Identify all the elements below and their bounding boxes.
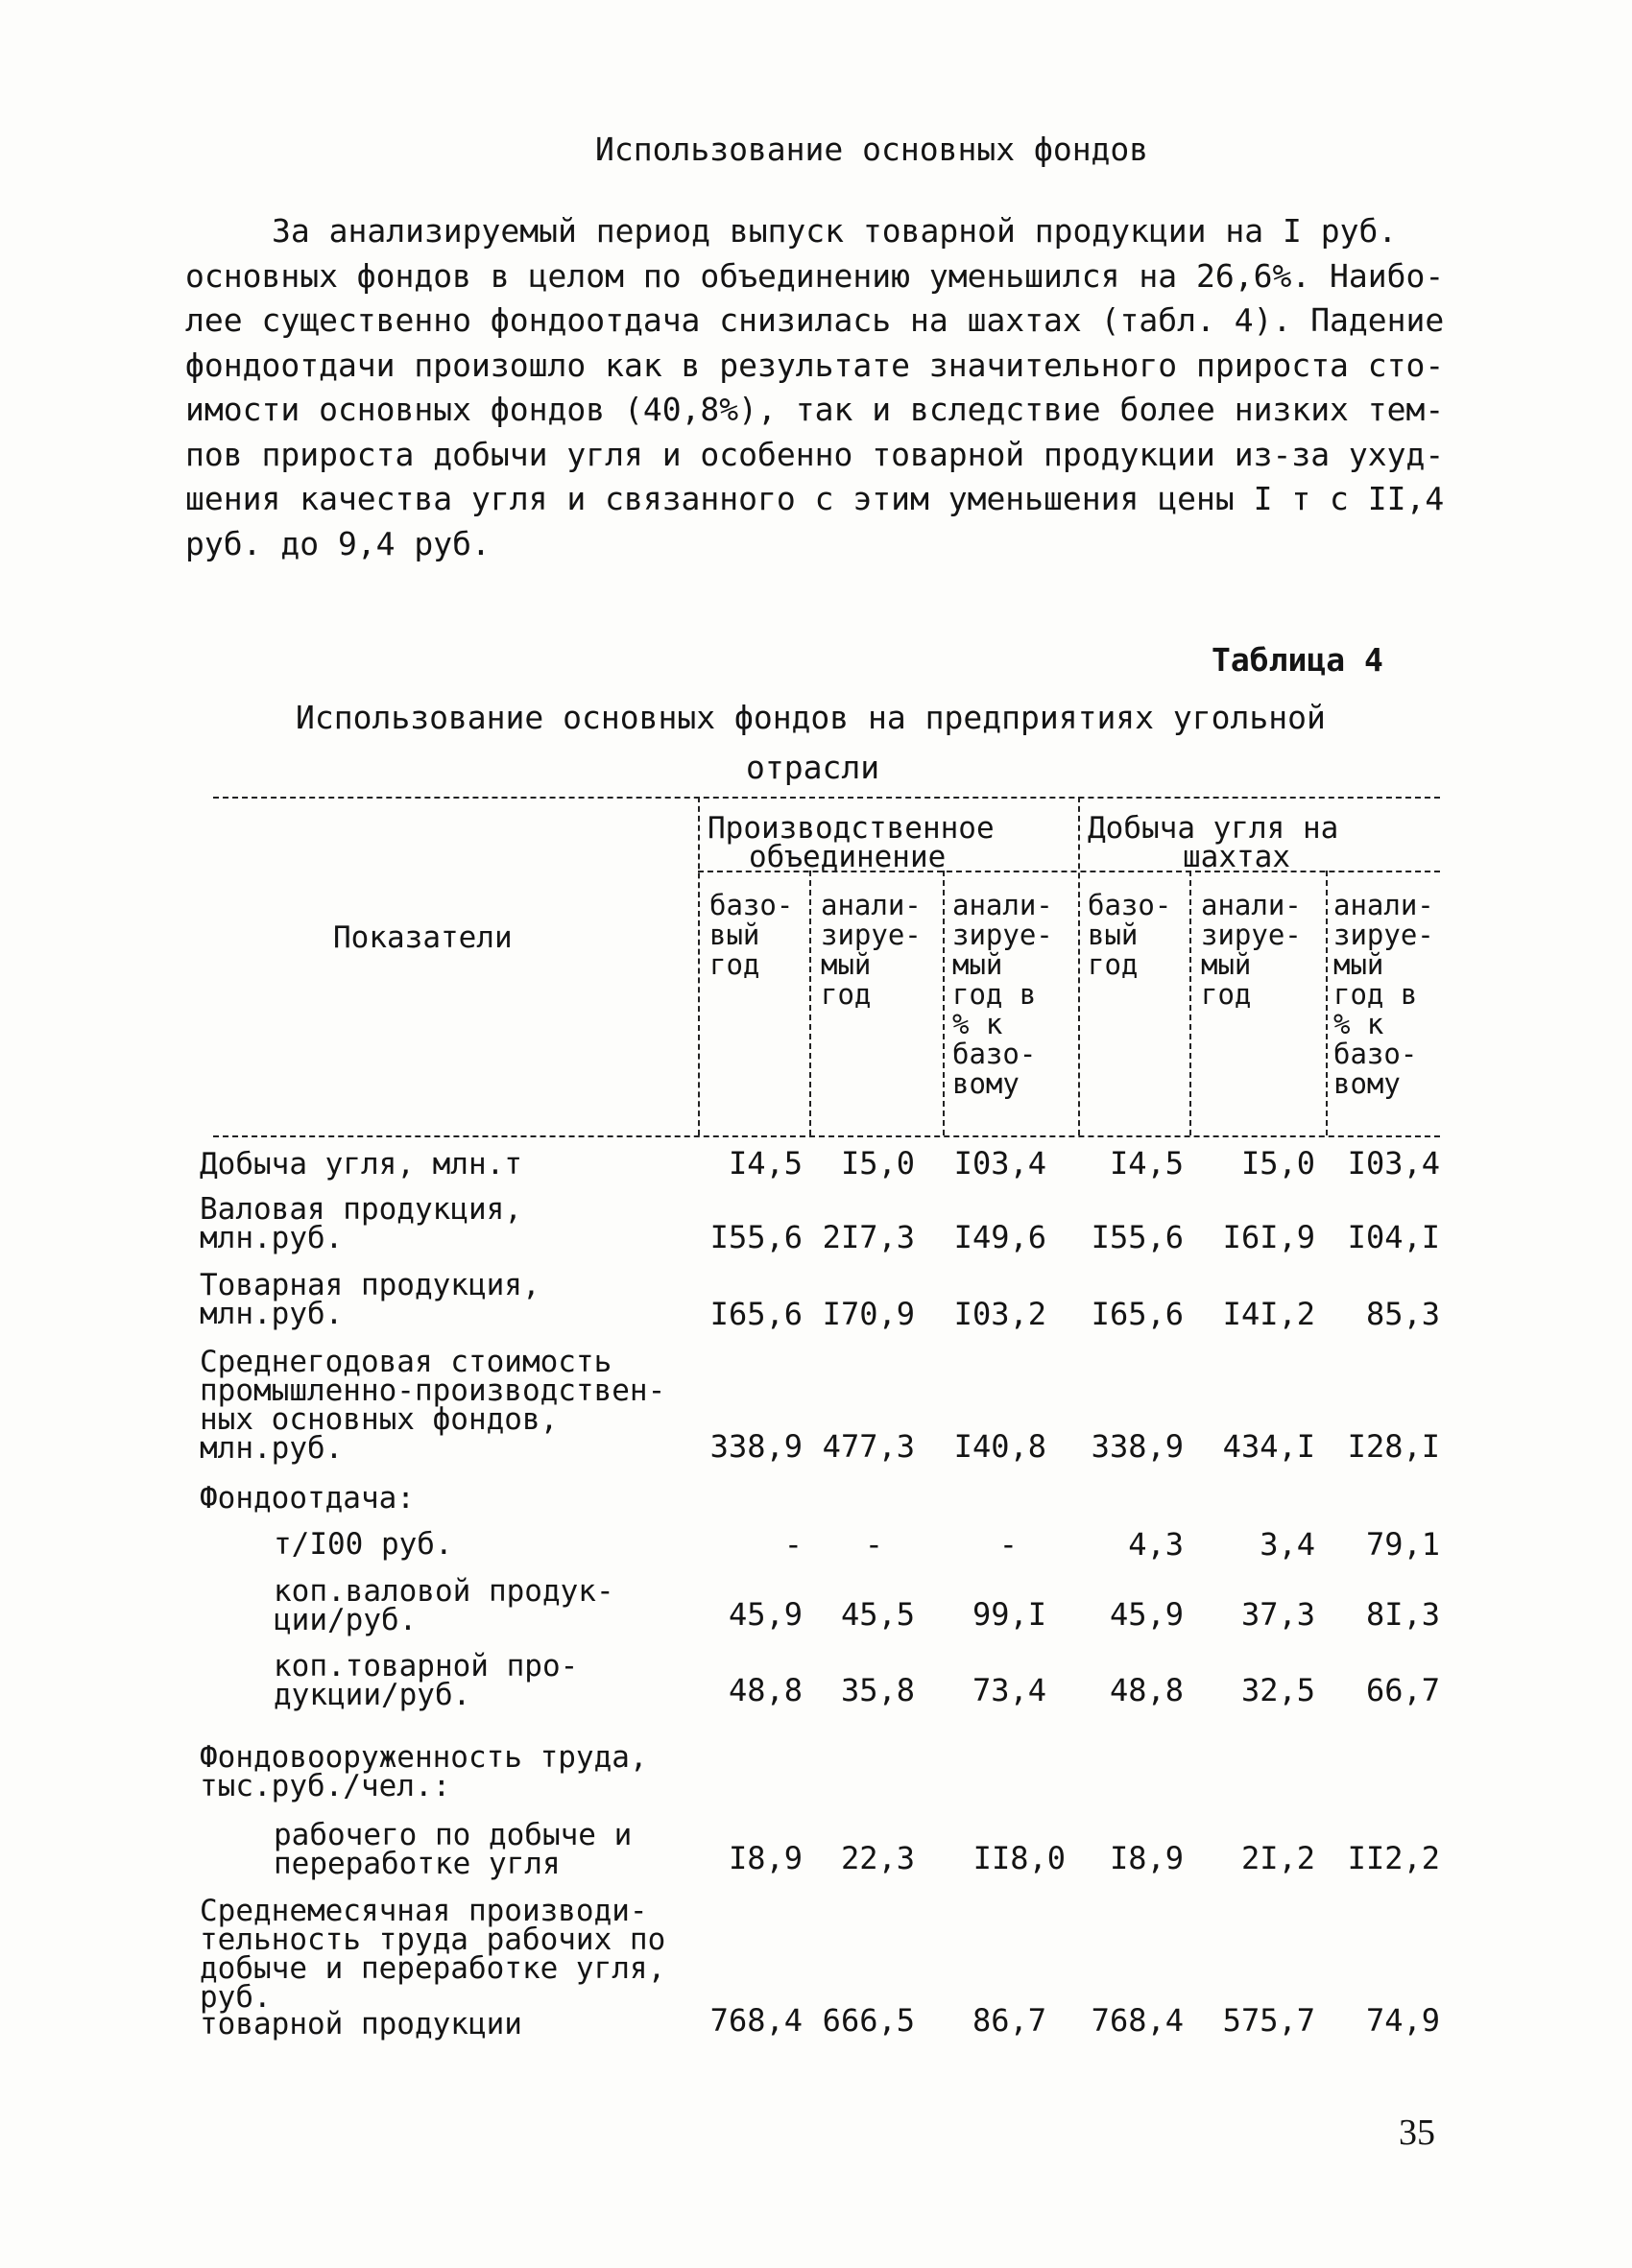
row-label: товарной продукции [200, 2007, 522, 2041]
header-base-year: базо- вый год [1088, 889, 1172, 981]
row-label: Добыча угля, млн.т [200, 1147, 522, 1182]
header-analyzed-year: анали- зируе- мый год [821, 889, 922, 1011]
paragraph-line: имости основных фондов (40,8%), так и вследствие более низких тем- [185, 391, 1445, 428]
paragraph-line: лее существенно фондоотдача снизилась на шахтах (табл. 4). Падение [185, 301, 1445, 339]
row-label: коп.товарной про- дукции/руб. [274, 1649, 579, 1712]
cell-value: 434,I [1222, 1428, 1315, 1465]
cell-value: I03,4 [1347, 1145, 1440, 1182]
cell-value: 45,9 [728, 1596, 803, 1633]
cell-value: I6I,9 [1222, 1219, 1315, 1255]
section-title: Использование основных фондов [595, 131, 1149, 168]
header-percent-of-base: анали- зируе- мый год в % к базо- вому [1333, 889, 1434, 1100]
header-indicators: Показатели [333, 920, 513, 955]
cell-value: 768,4 [1091, 2002, 1184, 2039]
cell-value: 2I,2 [1240, 1840, 1315, 1876]
header-divider [1189, 871, 1191, 1135]
cell-value: 477,3 [822, 1428, 915, 1465]
table-caption: Использование основных фондов на предприятиях угольной [296, 699, 1326, 736]
row-label: Среднемесячная производи- тельность труда рабочих по добыче и переработке угля, руб. [200, 1894, 666, 2015]
cell-value: 79,1 [1365, 1526, 1440, 1563]
table-number: Таблица 4 [1212, 641, 1383, 679]
header-percent-of-base: анали- зируе- мый год в % к базо- вому [952, 889, 1053, 1100]
header-group-production-line2: объединение [749, 840, 947, 874]
cell-value: 73,4 [972, 1672, 1046, 1708]
cell-value: I8,9 [1109, 1840, 1184, 1876]
cell-value: 74,9 [1365, 2002, 1440, 2039]
paragraph-line: руб. до 9,4 руб. [185, 524, 491, 562]
row-label: Товарная продукция, млн.руб. [200, 1268, 540, 1331]
cell-value: I03,4 [953, 1145, 1046, 1182]
cell-value: 4,3 [1128, 1526, 1184, 1563]
cell-value: 86,7 [972, 2002, 1046, 2039]
cell-value: I28,I [1347, 1428, 1440, 1465]
cell-value: 99,I [972, 1596, 1046, 1633]
cell-value: 3,4 [1260, 1526, 1315, 1563]
table-top-rule [213, 797, 1440, 799]
cell-value: 45,5 [840, 1596, 915, 1633]
cell-value: I70,9 [822, 1296, 915, 1332]
header-analyzed-year: анали- зируе- мый год [1201, 889, 1302, 1011]
cell-value: I4I,2 [1222, 1296, 1315, 1332]
cell-value: - [998, 1526, 1018, 1563]
cell-value: I03,2 [953, 1296, 1046, 1332]
cell-value: 8I,3 [1365, 1596, 1440, 1633]
row-label: Среднегодовая стоимость промышленно-производствен- ных основных фондов, млн.руб. [200, 1345, 666, 1466]
cell-value: I55,6 [709, 1219, 803, 1255]
header-group-mines-line1: Добыча угля на [1088, 811, 1339, 846]
header-group-mines-line2: шахтах [1183, 840, 1290, 874]
row-label: рабочего по добыче и переработке угля [274, 1818, 633, 1881]
row-label: коп.валовой продук- ции/руб. [274, 1574, 614, 1637]
cell-value: 85,3 [1365, 1296, 1440, 1332]
cell-value: 48,8 [1109, 1672, 1184, 1708]
paragraph-line: фондоотдачи произошло как в результате значительного прироста сто- [185, 346, 1445, 384]
cell-value: 2I7,3 [822, 1219, 915, 1255]
cell-value: 66,7 [1365, 1672, 1440, 1708]
cell-value: I55,6 [1091, 1219, 1184, 1255]
cell-value: I4,5 [1109, 1145, 1184, 1182]
row-label: Фондовооруженность труда, тыс.руб./чел.: [200, 1740, 648, 1803]
cell-value: I5,0 [1240, 1145, 1315, 1182]
cell-value: II8,0 [972, 1840, 1066, 1876]
cell-value: I49,6 [953, 1219, 1046, 1255]
row-label: т/I00 руб. [274, 1527, 453, 1562]
header-base-year: базо- вый год [709, 889, 794, 981]
cell-value: 48,8 [728, 1672, 803, 1708]
cell-value: - [864, 1526, 883, 1563]
cell-value: I8,9 [728, 1840, 803, 1876]
table-caption-continued: отрасли [746, 749, 880, 786]
cell-value: I40,8 [953, 1428, 1046, 1465]
row-label: Фондоотдача: [200, 1481, 415, 1516]
cell-value: I65,6 [1091, 1296, 1184, 1332]
cell-value: 37,3 [1240, 1596, 1315, 1633]
paragraph-line: пов прироста добычи угля и особенно товарной продукции из-за ухуд- [185, 435, 1445, 473]
cell-value: 35,8 [840, 1672, 915, 1708]
cell-value: I5,0 [840, 1145, 915, 1182]
cell-value: I4,5 [728, 1145, 803, 1182]
cell-value: 45,9 [1109, 1596, 1184, 1633]
body-paragraph [185, 209, 1445, 566]
header-divider [943, 871, 945, 1135]
header-bottom-rule [213, 1135, 1440, 1137]
paragraph-line: За анализируемый период выпуск товарной продукции на I руб. [272, 212, 1398, 250]
paragraph-line: шения качества угля и связанного с этим уменьшения цены I т с II,4 [185, 480, 1445, 517]
header-divider [698, 797, 700, 1135]
header-divider [1078, 797, 1080, 1135]
cell-value: 22,3 [840, 1840, 915, 1876]
header-divider [809, 871, 811, 1135]
cell-value: 768,4 [709, 2002, 803, 2039]
row-label: Валовая продукция, млн.руб. [200, 1192, 522, 1255]
cell-value: 575,7 [1222, 2002, 1315, 2039]
cell-value: 32,5 [1240, 1672, 1315, 1708]
header-group-production-line1: Производственное [708, 811, 995, 846]
cell-value: 666,5 [822, 2002, 915, 2039]
page-number: 35 [1399, 2113, 1435, 2153]
cell-value: I65,6 [709, 1296, 803, 1332]
cell-value: - [783, 1526, 803, 1563]
cell-value: II2,2 [1347, 1840, 1440, 1876]
cell-value: 338,9 [1091, 1428, 1184, 1465]
cell-value: I04,I [1347, 1219, 1440, 1255]
cell-value: 338,9 [709, 1428, 803, 1465]
header-divider [1326, 871, 1328, 1135]
paragraph-line: основных фондов в целом по объединению уменьшился на 26,6%. Наибо- [185, 256, 1445, 295]
